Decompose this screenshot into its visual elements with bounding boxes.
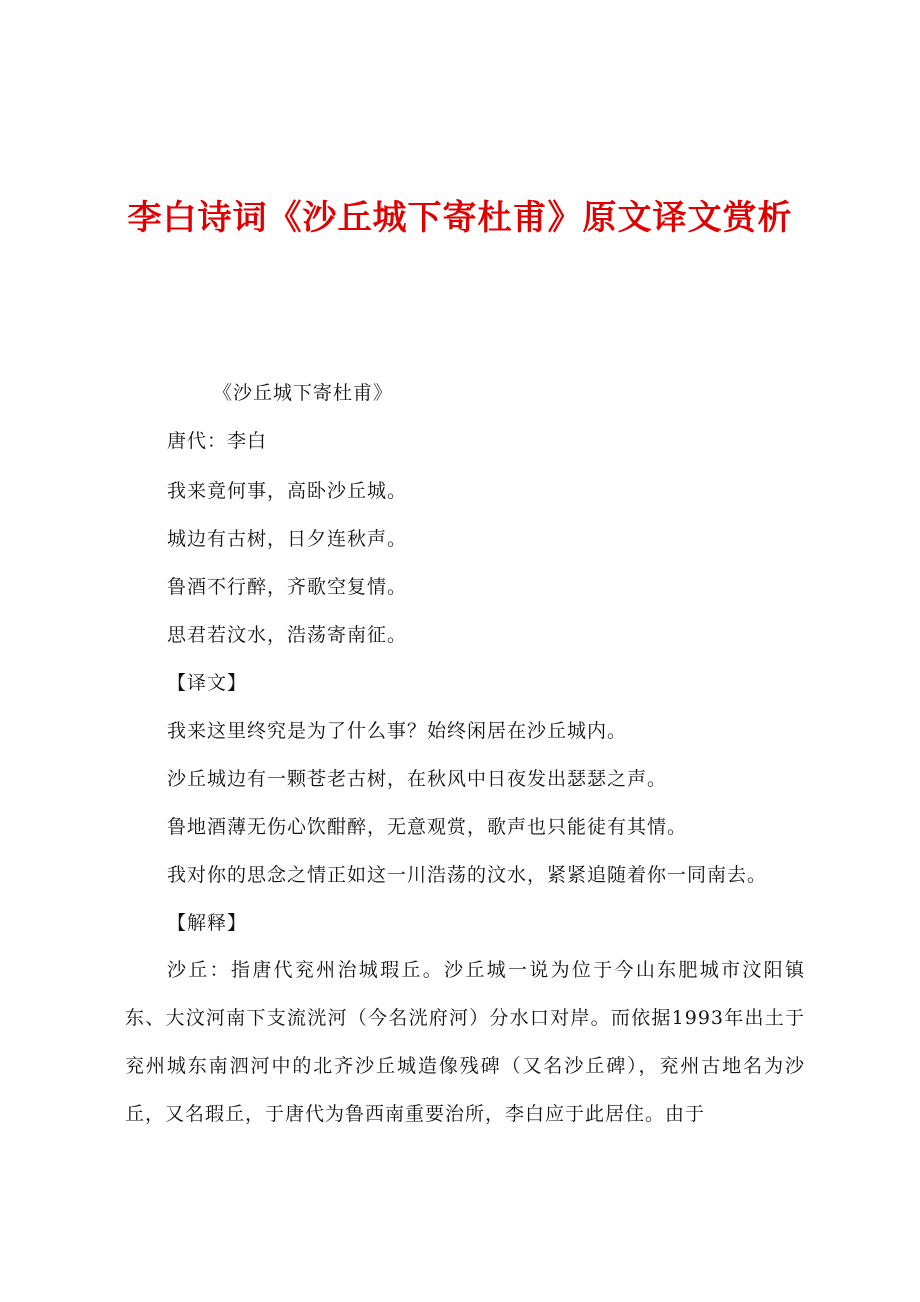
poem-line-1: 我来竟何事，高卧沙丘城。 (167, 480, 408, 502)
translation-line-1: 我来这里终究是为了什么事？始终闲居在沙丘城内。 (167, 720, 628, 742)
notes-paragraph: 沙丘：指唐代兖州治城瑕丘。沙丘城一说为位于今山东肥城市汶阳镇东、大汶河南下支流洸河（今名洸府河）分水口对岸。而依据1993年出土于兖州城东南泗河中的北齐沙丘城造像残碑（又名沙丘碑），兖州古地名为沙丘，又名瑕丘，于唐代为鲁西南重要治所，李白应于此居住。由于 (125, 959, 805, 1125)
poem-line-3: 鲁酒不行醉，齐歌空复情。 (167, 576, 408, 598)
translation-line-3: 鲁地酒薄无伤心饮酣醉，无意观赏，歌声也只能徒有其情。 (167, 816, 688, 838)
poem-line-2: 城边有古树，日夕连秋声。 (167, 528, 408, 550)
poem-title: 《沙丘城下寄杜甫》 (213, 382, 394, 404)
translation-line-2: 沙丘城边有一颗苍老古树，在秋风中日夜发出瑟瑟之声。 (167, 768, 668, 790)
document-title: 李白诗词《沙丘城下寄杜甫》原文译文赏析 (127, 198, 793, 238)
translation-heading: 【译文】 (167, 672, 248, 694)
notes-heading: 【解释】 (167, 912, 248, 934)
poem-line-4: 思君若汶水，浩荡寄南征。 (167, 624, 408, 646)
translation-line-4: 我对你的思念之情正如这一川浩荡的汶水，紧紧追随着你一同南去。 (167, 864, 768, 886)
author-line: 唐代：李白 (167, 430, 268, 452)
